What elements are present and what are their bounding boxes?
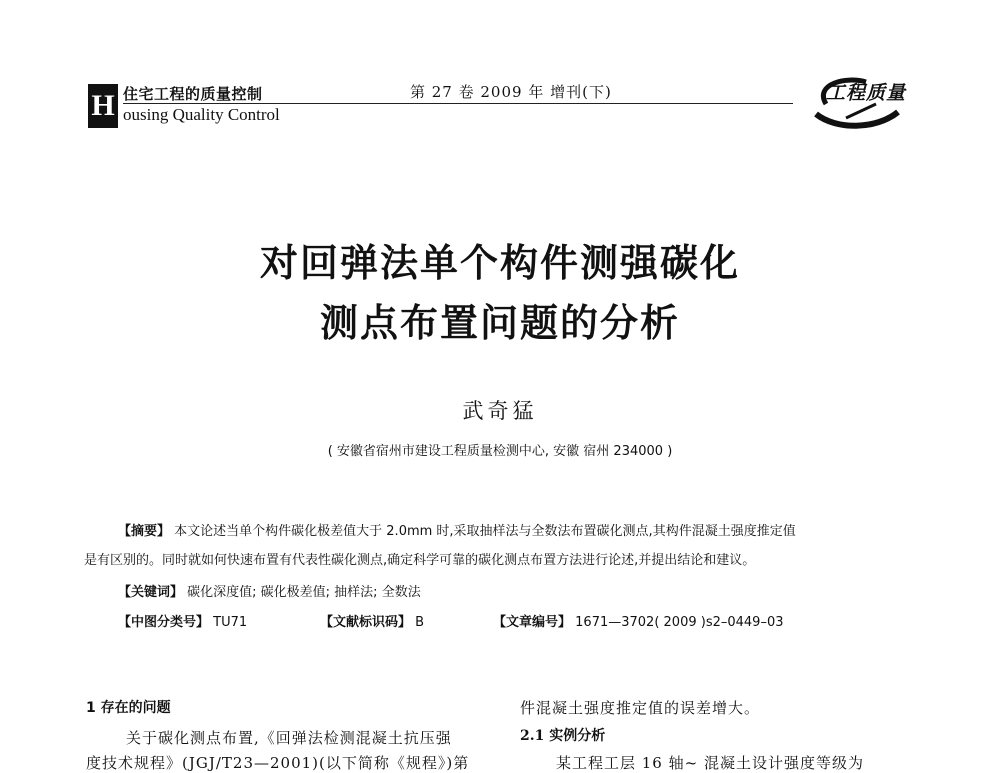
article-number-value: 1671—3702( 2009 )s2–0449–03 <box>575 615 784 630</box>
article-number-label: 【文章编号】 <box>493 615 572 630</box>
section1-heading: 1 存在的问题 <box>86 700 171 716</box>
classification-label: 【中图分类号】 <box>118 615 210 630</box>
abstract-label: 【摘要】 <box>118 524 171 539</box>
abstract-line2: 是有区别的。同时就如何快速布置有代表性碳化测点,确定科学可靠的碳化测点布置方法进行论述,并提出结论和建议。 <box>84 553 756 568</box>
section2-1-heading: 2.1 实例分析 <box>520 728 606 744</box>
classification-number <box>118 611 247 630</box>
keywords-label: 【关键词】 <box>118 585 184 600</box>
author-affiliation: ( 安徽省宿州市建设工程质量检测中心, 安徽 宿州 234000 ) <box>327 444 673 459</box>
document-code-value: B <box>415 615 425 630</box>
classification-value: TU71 <box>213 615 248 630</box>
document-code <box>320 611 424 630</box>
section1-paragraph-line1: 关于碳化测点布置,《回弹法检测混凝土抗压强 <box>126 729 452 747</box>
right-column-line1: 件混凝土强度推定值的误差增大。 <box>520 699 761 717</box>
article-number <box>493 611 784 630</box>
journal-logo-text: 工程质量 <box>826 82 907 104</box>
keywords <box>118 581 421 600</box>
abstract-text-1: 本文论述当单个构件碳化极差值大于 2.0mm 时,采取抽样法与全数法布置碳化测点,其构件混凝土强度推定值 <box>174 524 796 539</box>
keywords-text: 碳化深度值; 碳化极差值; 抽样法; 全数法 <box>187 585 421 600</box>
right-column-line2: 某工程工层 16 轴~ 混凝土设计强度等级为 <box>556 754 864 772</box>
journal-name-cn: 住宅工程的质量控制 <box>123 85 263 103</box>
document-code-label: 【文献标识码】 <box>320 615 412 630</box>
abstract-line1 <box>118 520 796 539</box>
journal-h-logo: H <box>88 84 118 128</box>
article-title-line1: 对回弹法单个构件测强碳化 <box>259 241 740 285</box>
article-title-line2: 测点布置问题的分析 <box>319 301 680 345</box>
issue-info: 第 27 卷 2009 年 增刊(下) <box>410 83 612 101</box>
section1-paragraph-line2: 度技术规程》(JGJ/T23—2001)(以下简称《规程》)第 <box>86 754 470 772</box>
author-name: 武奇猛 <box>462 399 538 423</box>
journal-name-en: ousing Quality Control <box>123 105 280 124</box>
header-rule <box>123 103 793 104</box>
